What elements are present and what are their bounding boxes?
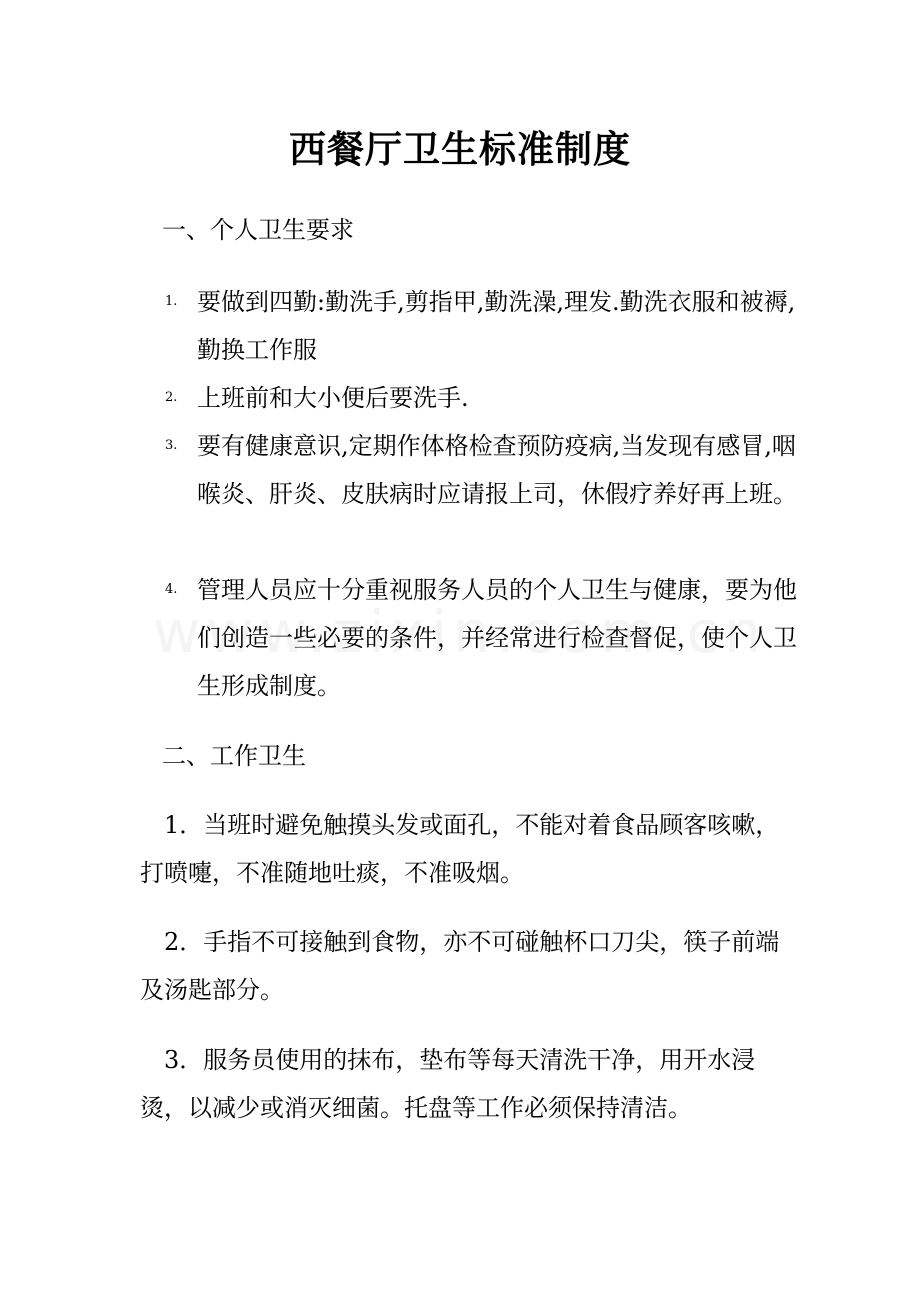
paragraph-text: 1．当班时避免触摸头发或面孔，不能对着食品顾客咳嗽，打喷嚏，不准随地吐痰，不准吸烟。 xyxy=(140,811,780,887)
paragraph xyxy=(140,918,780,1014)
paragraph xyxy=(140,1036,780,1132)
list-item xyxy=(165,566,805,710)
list-item-text: 要有健康意识,定期作体格检查预防疫病,当发现有感冒,咽喉炎、肝炎、皮肤病时应请报上司，休假疗养好再上班。 xyxy=(197,432,797,508)
paragraph-text: 3．服务员使用的抹布，垫布等每天清洗干净，用开水浸烫，以减少或消灭细菌。托盘等工作必须保持清洁。 xyxy=(140,1046,756,1122)
section-heading-work-hygiene: 二、工作卫生 xyxy=(162,742,306,770)
list-item-text: 管理人员应十分重视服务人员的个人卫生与健康，要为他们创造一些必要的条件，并经常进行检查督促，使个人卫生形成制度。 xyxy=(197,576,797,700)
paragraph-text: 2．手指不可接触到食物，亦不可碰触杯口刀尖，筷子前端及汤匙部分。 xyxy=(140,928,780,1004)
list-item-number: 4. xyxy=(165,582,178,597)
document-title: 西餐厅卫生标准制度 xyxy=(289,128,631,171)
list-item-text: 要做到四勤:勤洗手,剪指甲,勤洗澡,理发.勤洗衣服和被褥,勤换工作服 xyxy=(197,288,796,364)
list-item xyxy=(165,374,805,422)
section-heading-personal-hygiene: 一、个人卫生要求 xyxy=(162,216,354,244)
list-item-number: 2. xyxy=(165,390,178,405)
list-item xyxy=(165,422,805,518)
list-item xyxy=(165,278,805,374)
list-item-text: 上班前和大小便后要洗手. xyxy=(197,384,469,412)
paragraph xyxy=(140,801,780,897)
list-item-number: 1. xyxy=(165,294,178,309)
list-item-number: 3. xyxy=(165,438,178,453)
